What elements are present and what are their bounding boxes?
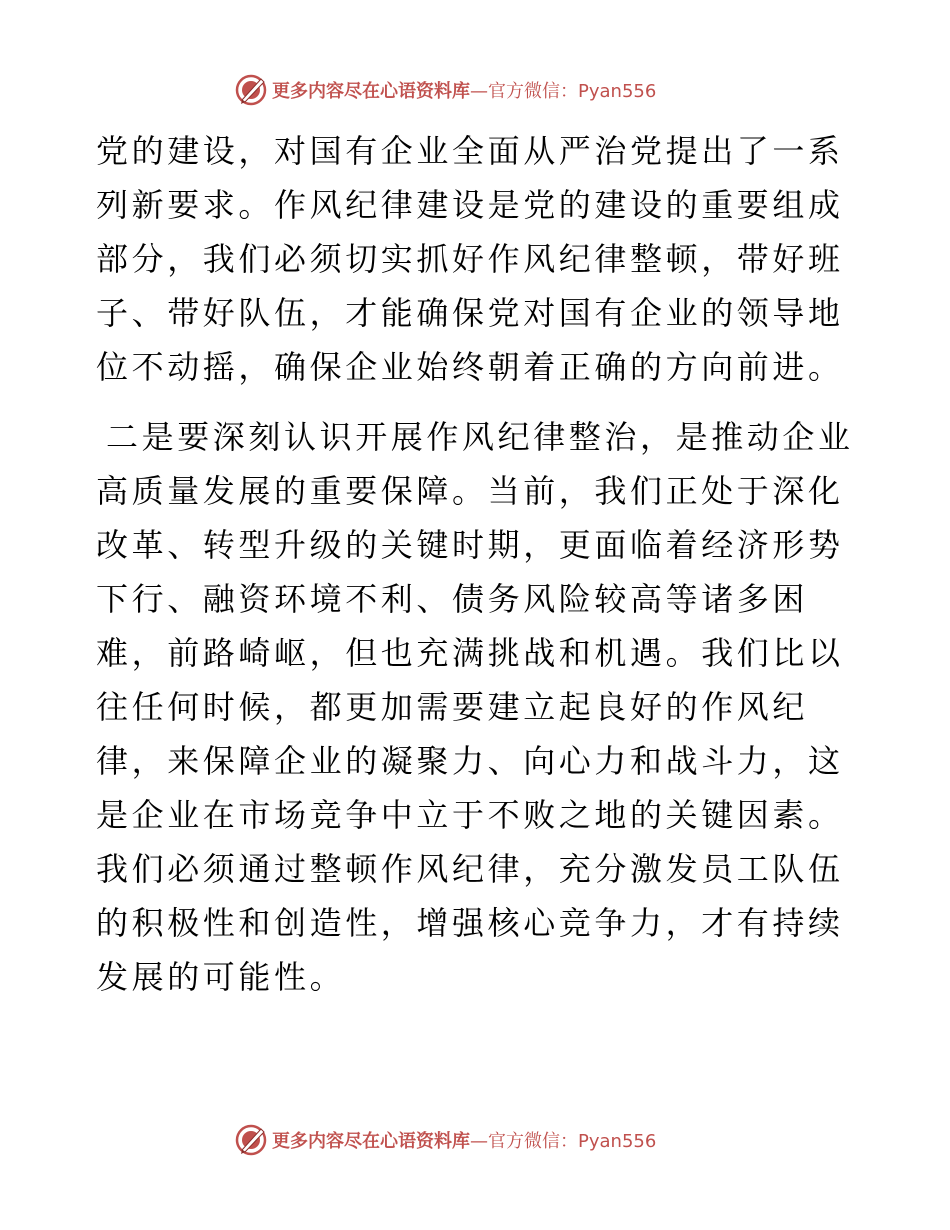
paragraph-1: 党的建设，对国有企业全面从严治党提出了一系列新要求。作风纪律建设是党的建设的重要组成部分，我们必须切实抓好作风纪律整顿，带好班子、带好队伍，才能确保党对国有企业的领导地位不动摇，确保企业始终朝着正确的方向前进。 <box>96 132 844 386</box>
banner-text <box>272 77 656 103</box>
footer-banner <box>234 1122 656 1158</box>
pen-circle-logo-icon <box>234 73 268 107</box>
banner-wechat-id: Pyan556 <box>578 81 657 102</box>
banner-text <box>272 1127 656 1153</box>
banner-wechat-label: 官方微信： <box>488 1131 578 1152</box>
banner-dash: — <box>470 81 488 102</box>
pen-circle-logo-icon <box>234 1123 268 1157</box>
banner-lead-text: 更多内容尽在心语资料库 <box>272 1131 470 1152</box>
banner-dash: — <box>470 1131 488 1152</box>
banner-wechat-id: Pyan556 <box>578 1131 657 1152</box>
document-body <box>96 124 856 1004</box>
header-banner <box>234 72 656 108</box>
banner-wechat-label: 官方微信： <box>488 81 578 102</box>
paragraph-2: 二是要深刻认识开展作风纪律整治，是推动企业高质量发展的重要保障。当前，我们正处于深化改革、转型升级的关键时期，更面临着经济形势下行、融资环境不利、债务风险较高等诸多困难，前路崎岖，但也充满挑战和机遇。我们比以往任何时候，都更加需要建立起良好的作风纪律，来保障企业的凝聚力、向心力和战斗力，这是企业在市场竞争中立于不败之地的关键因素。我们必须通过整顿作风纪律，充分激发员工队伍的积极性和创造性，增强核心竞争力，才有持续发展的可能性。 <box>96 418 854 996</box>
banner-lead-text: 更多内容尽在心语资料库 <box>272 81 470 102</box>
